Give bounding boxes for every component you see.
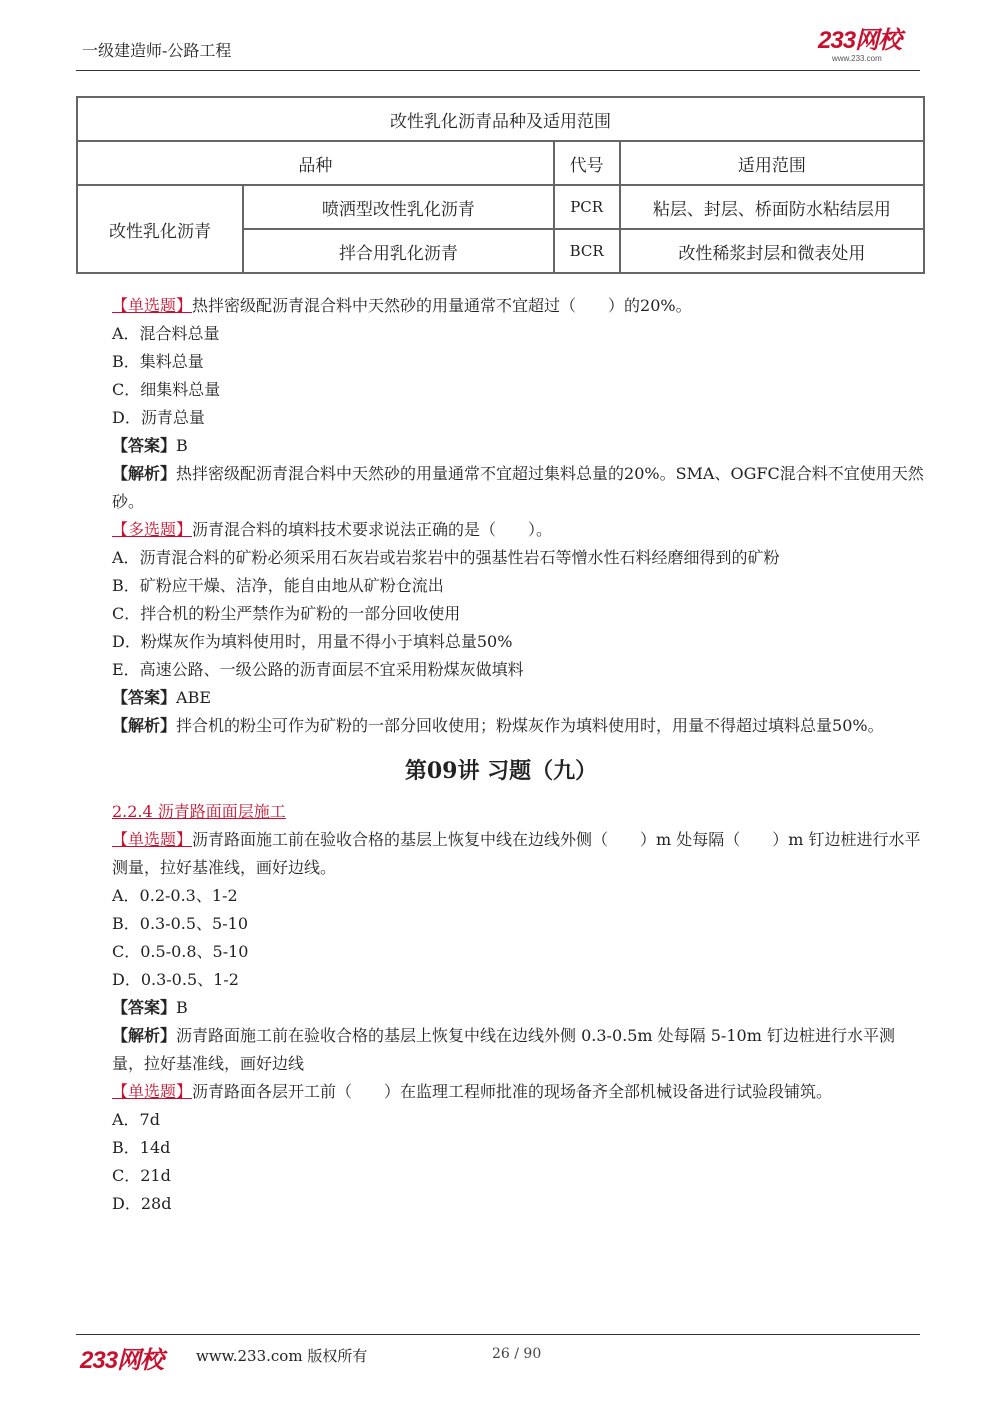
footer-brand-logo: 233网校 xyxy=(80,1347,164,1374)
table-row xyxy=(77,185,924,229)
answer-value: ABE xyxy=(176,688,212,707)
brand-logo-url: www.233.com xyxy=(832,54,882,63)
table-caption: 改性乳化沥青品种及适用范围 xyxy=(77,97,924,141)
answer-label: 【答案】 xyxy=(112,688,177,707)
option: C．0.5-0.8、5-10 xyxy=(112,942,249,961)
option: A．混合料总量 xyxy=(112,324,220,343)
analysis-label: 【解析】 xyxy=(112,716,177,735)
answer-label: 【答案】 xyxy=(112,436,177,455)
table-group-cell: 改性乳化沥青 xyxy=(77,185,243,273)
table-header-scope: 适用范围 xyxy=(620,141,924,185)
emulsified-asphalt-table xyxy=(76,96,925,274)
table-cell-code: PCR xyxy=(554,185,620,229)
answer-line xyxy=(76,684,926,712)
answer-line xyxy=(76,994,926,1022)
table-cell-name: 喷洒型改性乳化沥青 xyxy=(243,185,554,229)
option: D．沥青总量 xyxy=(112,408,205,427)
option: C．细集料总量 xyxy=(112,380,221,399)
answer-label: 【答案】 xyxy=(112,998,177,1017)
table-header-code: 代号 xyxy=(554,141,620,185)
analysis-paragraph xyxy=(76,1022,926,1078)
option: B．14d xyxy=(112,1138,171,1157)
section-heading-link[interactable]: 2.2.4 沥青路面面层施工 xyxy=(112,802,286,821)
document-body xyxy=(76,292,926,1218)
document-header-title: 一级建造师-公路工程 xyxy=(82,41,232,60)
option: D．28d xyxy=(112,1194,172,1213)
table-cell-scope: 粘层、封层、桥面防水粘结层用 xyxy=(620,185,924,229)
analysis-label: 【解析】 xyxy=(112,464,177,483)
table-cell-code: BCR xyxy=(554,229,620,273)
footer-divider xyxy=(76,1334,920,1335)
question-2-stem xyxy=(76,516,926,544)
table-header-variety: 品种 xyxy=(77,141,554,185)
answer-value: B xyxy=(176,436,188,455)
option: C．拌合机的粉尘严禁作为矿粉的一部分回收使用 xyxy=(112,604,461,623)
brand-logo-text: 233网校 xyxy=(818,27,902,54)
page-number: 26 / 90 xyxy=(492,1346,542,1362)
option: B．集料总量 xyxy=(112,352,204,371)
lecture-title: 第09讲 习题（九） xyxy=(404,758,598,784)
question-4-stem xyxy=(76,1078,926,1106)
analysis-paragraph xyxy=(76,712,926,740)
analysis-text: 拌合机的粉尘可作为矿粉的一部分回收使用；粉煤灰作为填料使用时，用量不得超过填料总量50%。 xyxy=(176,716,884,735)
question-stem-text: 沥青路面施工前在验收合格的基层上恢复中线在边线外侧（ ）m 处每隔（ ）m 钉边桩进行水平测量，拉好基准线，画好边线。 xyxy=(112,830,921,877)
header-divider xyxy=(76,70,920,71)
option: B．0.3-0.5、5-10 xyxy=(112,914,249,933)
option: D．粉煤灰作为填料使用时，用量不得小于填料总量50% xyxy=(112,632,513,651)
answer-line xyxy=(76,432,926,460)
question-type-tag: 【多选题】 xyxy=(112,520,193,539)
table-cell-scope: 改性稀浆封层和微表处用 xyxy=(620,229,924,273)
analysis-label: 【解析】 xyxy=(112,1026,177,1045)
table-cell-name: 拌合用乳化沥青 xyxy=(243,229,554,273)
analysis-text: 热拌密级配沥青混合料中天然砂的用量通常不宜超过集料总量的20%。SMA、OGFC混合料不宜使用天然砂。 xyxy=(112,464,924,511)
question-stem-text: 沥青混合料的填料技术要求说法正确的是（ ）。 xyxy=(192,520,553,539)
brand-logo xyxy=(818,28,918,68)
option: E．高速公路、一级公路的沥青面层不宜采用粉煤灰做填料 xyxy=(112,660,524,679)
question-3-stem xyxy=(76,826,926,882)
question-type-tag: 【单选题】 xyxy=(112,1082,193,1101)
analysis-text: 沥青路面施工前在验收合格的基层上恢复中线在边线外侧 0.3-0.5m 处每隔 5-10m 钉边桩进行水平测量，拉好基准线，画好边线 xyxy=(112,1026,895,1073)
question-1-stem xyxy=(76,292,926,320)
question-stem-text: 沥青路面各层开工前（ ）在监理工程师批准的现场备齐全部机械设备进行试验段铺筑。 xyxy=(192,1082,833,1101)
option: D．0.3-0.5、1-2 xyxy=(112,970,239,989)
option: C．21d xyxy=(112,1166,171,1185)
question-type-tag: 【单选题】 xyxy=(112,296,193,315)
question-type-tag: 【单选题】 xyxy=(112,830,193,849)
option: A．0.2-0.3、1-2 xyxy=(112,886,238,905)
option: A．沥青混合料的矿粉必须采用石灰岩或岩浆岩中的强基性岩石等憎水性石料经磨细得到的矿粉 xyxy=(112,548,780,567)
answer-value: B xyxy=(176,998,188,1017)
option: B．矿粉应干燥、洁净，能自由地从矿粉仓流出 xyxy=(112,576,444,595)
footer-copyright: www.233.com 版权所有 xyxy=(196,1347,368,1365)
analysis-paragraph xyxy=(76,460,926,516)
option: A．7d xyxy=(112,1110,160,1129)
question-stem-text: 热拌密级配沥青混合料中天然砂的用量通常不宜超过（ ）的20%。 xyxy=(192,296,692,315)
